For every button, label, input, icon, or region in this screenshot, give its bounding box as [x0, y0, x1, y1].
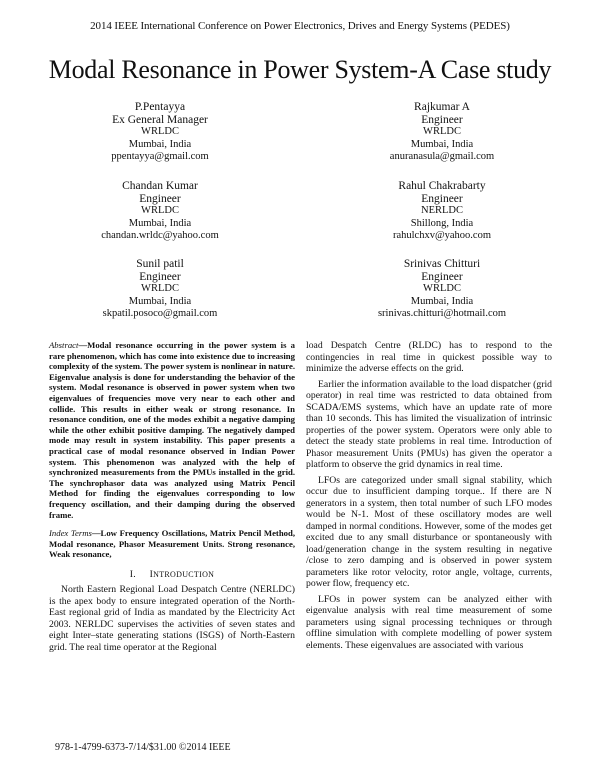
- author-name: Sunil patil: [136, 258, 184, 270]
- author-email: rahulchxv@yahoo.com: [392, 229, 492, 241]
- author-role: Engineer: [139, 193, 181, 206]
- conference-header: 2014 IEEE International Conference on Power Electronics, Drives and Energy Systems (PEDES): [90, 20, 510, 32]
- author-block: [312, 101, 572, 163]
- author-email: skpatil.posoco@gmail.com: [102, 307, 218, 319]
- author-location: Mumbai, India: [128, 295, 192, 307]
- author-email: ppentayya@gmail.com: [111, 150, 209, 162]
- author-name: Chandan Kumar: [122, 180, 198, 192]
- left-column: [49, 340, 295, 657]
- author-role: Engineer: [421, 271, 463, 284]
- author-location: Mumbai, India: [128, 138, 192, 150]
- paragraph: Earlier the information available to the load dispatcher (grid operator) in real time was restricted to data obtained from SCADA/EMS systems, which have an update rate of more than 10 seconds. This has limited the visualization of intrinsic properties of the power system. Operators were only able to detect the steady state problems in real time. Introduction of Phasor measurement Units (PMUs) has given the operator a platform to observe the grid dynamics in real time.: [306, 378, 552, 470]
- abstract-text: —Modal resonance occurring in the power system is a rare phenomenon, which has come into existence due to increasing complexity of the system. The power system is nonlinear in nature. Eigenvalue analysis is done for understanding the behavior of the system. Modal resonance is observed in power system when two eigenvalues of frequencies move very near to each other and collide. This results in either weak or strong resonance. In resonance condition, one of the modes exhibit a negative damping while the other exhibit positive damping. The negatively damped mode may result in system instability. This paper presents a practical case of modal resonance observed in Indian Power system. This phenomenon was analyzed with the help of synchronized measurements from the PMUs installed in the grid. The synchrophasor data was analyzed using Matrix Pencil Method for finding the eigenvalues corresponding to low frequency oscillation, and their damping during the observed frame.: [49, 340, 295, 520]
- author-location: Mumbai, India: [410, 295, 474, 307]
- author-name: Srinivas Chitturi: [403, 258, 481, 270]
- author-block: [312, 180, 572, 242]
- author-org: WRLDC: [423, 283, 461, 295]
- section-heading: [49, 569, 295, 581]
- author-name: P.Pentayya: [134, 101, 186, 113]
- right-column: [306, 340, 552, 655]
- author-block: [312, 258, 572, 320]
- author-org: NERLDC: [421, 205, 463, 217]
- author-email: srinivas.chitturi@hotmail.com: [377, 307, 507, 319]
- index-terms: [49, 528, 295, 560]
- author-org: WRLDC: [141, 205, 179, 217]
- author-role: Ex General Manager: [112, 114, 208, 127]
- author-role: Engineer: [139, 271, 181, 284]
- abstract: [49, 340, 295, 520]
- footer-copyright: 978-1-4799-6373-7/14/$31.00 ©2014 IEEE: [55, 742, 231, 753]
- paragraph: LFOs in power system can be analyzed either with eigenvalue analysis with real time measurement of some parameters using signal processing techniques or through offline simulation with complete modelling of power system elements. These eigenvalues are associated with various: [306, 593, 552, 651]
- index-terms-label: Index Terms: [49, 528, 92, 539]
- author-name: Rahul Chakrabarty: [398, 180, 486, 192]
- author-role: Engineer: [421, 114, 463, 127]
- author-email: chandan.wrldc@yahoo.com: [101, 229, 219, 241]
- section-first-letter: I: [149, 568, 154, 580]
- abstract-label: Abstract: [49, 340, 79, 350]
- section-rest: NTRODUCTION: [153, 569, 215, 579]
- author-role: Engineer: [421, 193, 463, 206]
- author-location: Mumbai, India: [128, 217, 192, 229]
- index-terms-text: —Low Frequency Oscillations, Matrix Pencil Method, Modal resonance, Phasor Measurement Units. Strong resonance, Weak resonance,: [49, 528, 296, 560]
- author-location: Mumbai, India: [410, 138, 474, 150]
- author-email: anuranasula@gmail.com: [389, 150, 495, 162]
- author-org: WRLDC: [141, 126, 179, 138]
- paragraph: load Despatch Centre (RLDC) has to respond to the contingencies in real time in quickest possible way to minimize the adverse effects on the grid.: [306, 340, 552, 374]
- author-block: [30, 258, 290, 320]
- paragraph: North Eastern Regional Load Despatch Centre (NERLDC) is the apex body to ensure integrated operation of the North-East regional grid of India as mandated by the Electricity Act 2003. NERLDC supervises the activities of seven states and eight Inter–state generating stations (ISGS) of North-Eastern grid. The real time operator at the Regional: [49, 584, 295, 653]
- author-block: [30, 101, 290, 163]
- author-block: [30, 180, 290, 242]
- section-numeral: I.: [129, 568, 137, 580]
- author-org: WRLDC: [423, 126, 461, 138]
- author-org: WRLDC: [141, 283, 179, 295]
- paper-title: Modal Resonance in Power System-A Case study: [48, 55, 552, 84]
- author-name: Rajkumar A: [414, 101, 470, 113]
- paragraph: LFOs are categorized under small signal stability, which occur due to insufficient damping torque.. If there are N generators in a system, then total number of such LFO modes would be N-1. Most of these oscillatory modes are well damped in normal conditions. However, some of the modes get excited due to any small disturbance or spontaneously with load/generation change in the system resulting in negative /close to zero damping and is observed in power system parameters like rotor velocity, rotor angle, voltage, currents, power flow, frequency etc.: [306, 474, 552, 589]
- author-location: Shillong, India: [410, 217, 474, 229]
